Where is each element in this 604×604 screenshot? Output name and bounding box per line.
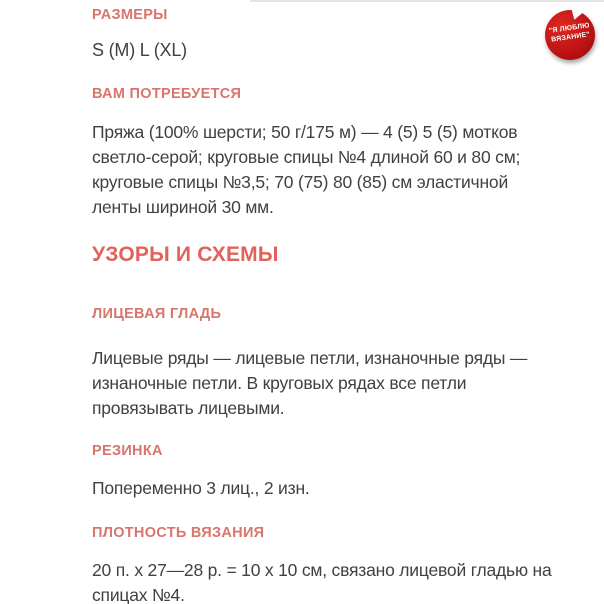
ribbing-paragraph: Попеременно 3 лиц., 2 изн. xyxy=(92,478,310,498)
heading-patterns-and-charts: УЗОРЫ И СХЕМЫ xyxy=(92,243,279,266)
heading-ribbing: РЕЗИНКА xyxy=(92,443,163,459)
logo-text-line2: ВЯЗАНИЕ" xyxy=(550,31,591,44)
heart-notch-icon xyxy=(568,7,585,22)
magazine-logo-text xyxy=(544,21,596,46)
top-divider xyxy=(250,0,604,2)
materials-paragraph: Пряжа (100% шерсти; 50 г/175 м) — 4 (5) 5 (5) мотков светло-серой; круговые спицы №4 длиной 60 и 80 см; круговые спицы №3,5; 70 (75) 80 (85) см эластичной ленты шириной 30 мм. xyxy=(92,122,521,217)
heading-you-will-need: ВАМ ПОТРЕБУЕТСЯ xyxy=(92,86,242,102)
sizes-value: S (M) L (XL) xyxy=(92,40,187,60)
magazine-logo-badge xyxy=(545,10,595,60)
heading-gauge: ПЛОТНОСТЬ ВЯЗАНИЯ xyxy=(92,525,265,541)
heading-stockinette: ЛИЦЕВАЯ ГЛАДЬ xyxy=(92,306,222,322)
stockinette-paragraph: Лицевые ряды — лицевые петли, изнаночные ряды — изнаночные петли. В круговых рядах все петли провязывать лицевыми. xyxy=(92,348,528,418)
heading-sizes: РАЗМЕРЫ xyxy=(92,7,168,23)
logo-text-line1: "Я ЛЮБЛЮ xyxy=(548,22,591,35)
gauge-paragraph: 20 п. х 27—28 р. = 10 х 10 см, связано лицевой гладью на спицах №4. xyxy=(92,560,552,604)
